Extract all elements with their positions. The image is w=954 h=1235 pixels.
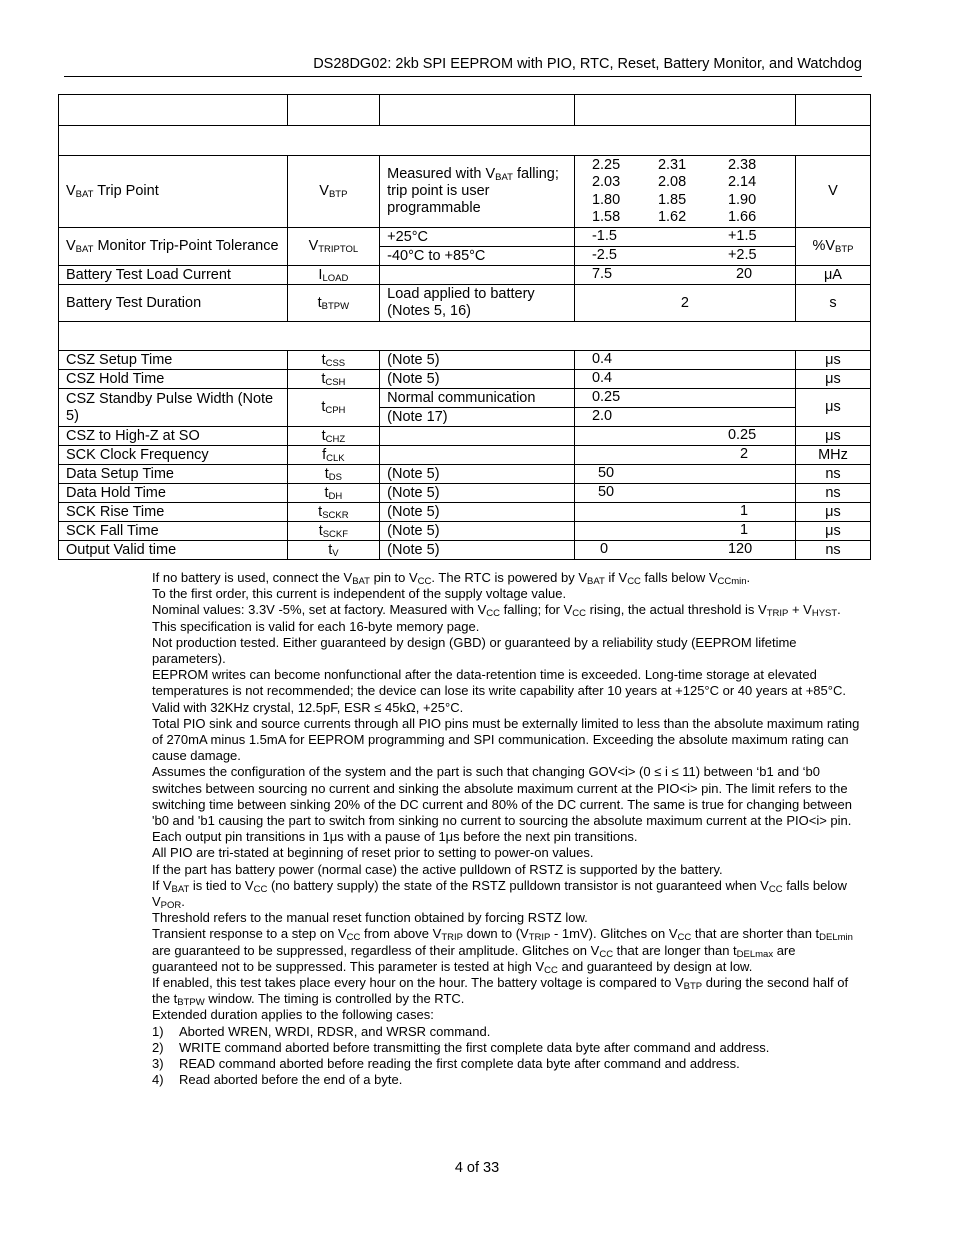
note: If enabled, this test takes place every hour on the hour. The battery voltage is compared to $V_{BTP}$ during the second half of the $t_{BTPW}$ window. The timing is controlled by the RTC. (152, 975, 849, 1009)
note: Extended duration applies to the following cases: (152, 1007, 434, 1023)
note: EEPROM writes can become nonfunctional after the data-retention time is exceeded. Long-time storage at elevated temperatures is not recommended; the device can lose its write capability after 10 years at +125°C or 40 years at +85°C. (152, 667, 846, 699)
section-row (59, 322, 871, 351)
param-cell: SCK Rise Time (59, 503, 288, 522)
param-cell: Output Valid time (59, 541, 288, 560)
list-item: 1) Aborted WREN, WRDI, RDSR, and WRSR command. (152, 1023, 491, 1039)
header-cell (287, 95, 380, 126)
values-cell: 0.25 (574, 389, 795, 408)
table-row (59, 370, 871, 389)
section-cell (59, 126, 871, 156)
note: Nominal values: 3.3V -5%, set at factory. Measured with $V_{CC}$ falling; for $V_{CC}$ rising, the actual threshold is $V_{TRIP} + V_{HYST}$. (152, 602, 841, 620)
values-cell: 2 (574, 446, 795, 465)
param-cell: CSZ to High-Z at SO (59, 427, 288, 446)
table-row (59, 266, 871, 285)
note: To the first order, this current is independent of the supply voltage value. (152, 586, 567, 602)
note: Valid with 32KHz crystal, 12.5pF, ESR ≤ 45kΩ, +25°C. (152, 699, 464, 715)
note: Transient response to a step on $V_{CC}$ from above $V_{TRIP}$ down to $(V_{TRIP} - 1mV)$. Glitches on $V_{CC}$ that are shorter than $t_{DELmin}$ are guaranteed to be suppressed, regardless of their amplitude. Glitches on $V_{CC}$ that are longer than $t_{DELmax}$ are guaranteed not to be suppressed. This parameter is tested at high $V_{CC}$ and guaranteed by design at low. (152, 926, 853, 976)
note: Assumes the configuration of the system and the part is such that changing GOV<i> (0 ≤ i ≤ 11) between ‘b1 and ‘b0 switches between sourcing no current and sinking the absolute maximum current at the PIO<i> pin. The limit refers to the switching time between sinking 20% of the DC current and 80% of the DC current. The same is true for changing between 'b0 and 'b1 causing the part to switch from sinking no current to sourcing the absolute maximum current at the PIO<i> pin. (152, 764, 852, 829)
table-header-row (59, 95, 871, 126)
note: Total PIO sink and source currents through all PIO pins must be externally limited to less than the absolute maximum rating of 270mA minus 1.5mA for EEPROM programming and SPI communication. Exceeding the absolute maximum rating can cause damage. (152, 715, 860, 764)
units-cell: V (795, 156, 870, 228)
condition-cell: Load applied to battery (Notes 5, 16) (380, 285, 575, 322)
electrical-characteristics-table (58, 94, 871, 560)
condition-cell: +25°C (380, 228, 575, 247)
symbol-cell: $t_{DH}$ (287, 484, 380, 503)
units-cell: μs (795, 522, 870, 541)
table-row (59, 503, 871, 522)
units-cell: $\%V_{BTP}$ (795, 228, 870, 266)
list-item: 2) WRITE command aborted before transmitting the first complete data byte after command and address. (152, 1039, 770, 1055)
values-cell: 0 120 (574, 541, 795, 560)
symbol-cell: $t_{SCKF}$ (287, 522, 380, 541)
section-cell (59, 322, 871, 351)
table-row (59, 156, 871, 228)
condition-cell: (Note 5) (380, 465, 575, 484)
units-cell: μs (795, 370, 870, 389)
units-cell: MHz (795, 446, 870, 465)
condition-cell: Normal communication (380, 389, 575, 408)
symbol-cell: $t_{CPH}$ (287, 389, 380, 427)
values-cell: -1.5 +1.5 (574, 228, 795, 247)
condition-cell (380, 427, 575, 446)
param-cell: SCK Clock Frequency (59, 446, 288, 465)
units-cell: μs (795, 389, 870, 427)
param-cell: Data Setup Time (59, 465, 288, 484)
condition-cell: (Note 5) (380, 351, 575, 370)
condition-cell (380, 266, 575, 285)
values-cell: 2.0 (574, 408, 795, 427)
param-cell: CSZ Setup Time (59, 351, 288, 370)
symbol-cell: $t_{DS}$ (287, 465, 380, 484)
param-cell: $V_{BAT}$ Trip Point (59, 156, 288, 228)
table-row (59, 389, 871, 408)
values-cell: 50 (574, 465, 795, 484)
symbol-cell: $t_V$ (287, 541, 380, 560)
note: If no battery is used, connect the $V_{BAT}$ pin to $V_{CC}$. The RTC is powered by $V_{BAT}$ if $V_{CC}$ falls below $V_{CCmin}$. (152, 570, 751, 587)
symbol-cell: $V_{TRIPTOL}$ (287, 228, 380, 266)
trip-point-values: 2.25 2.31 2.38 2.03 2.08 2.14 1.80 1.85 1.90 1.58 1.62 1.66 (591, 156, 757, 225)
table-row (59, 484, 871, 503)
units-cell: ns (795, 465, 870, 484)
table-row (59, 522, 871, 541)
units-cell: μs (795, 351, 870, 370)
note: This specification is valid for each 16-byte memory page. (152, 618, 480, 634)
list-item: 4) Read aborted before the end of a byte. (152, 1072, 403, 1088)
page-header: DS28DG02: 2kb SPI EEPROM with PIO, RTC, Reset, Battery Monitor, and Watchdog (313, 56, 862, 72)
symbol-cell: $t_{CSS}$ (287, 351, 380, 370)
condition-cell: (Note 17) (380, 408, 575, 427)
symbol-cell: $t_{CSH}$ (287, 370, 380, 389)
param-cell: CSZ Standby Pulse Width (Note 5) (59, 389, 288, 427)
table-row (59, 541, 871, 560)
symbol-cell: $t_{SCKR}$ (287, 503, 380, 522)
param-cell: Battery Test Load Current (59, 266, 288, 285)
symbol-cell: $f_{CLK}$ (287, 446, 380, 465)
condition-cell: (Note 5) (380, 522, 575, 541)
values-cell: 50 (574, 484, 795, 503)
table-row (59, 285, 871, 322)
param-cell: Data Hold Time (59, 484, 288, 503)
units-cell: ns (795, 484, 870, 503)
header-cell (795, 95, 870, 126)
condition-cell: -40°C to +85°C (380, 247, 575, 266)
header-cell (380, 95, 575, 126)
page-number: 4 of 33 (454, 1160, 500, 1176)
condition-cell (380, 446, 575, 465)
values-cell: 0.4 (574, 351, 795, 370)
notes-section (152, 570, 864, 1089)
units-cell: ns (795, 541, 870, 560)
note: Not production tested. Either guaranteed by design (GBD) or guaranteed by a reliability study (EEPROM lifetime parameters). (152, 634, 797, 667)
condition-cell: (Note 5) (380, 541, 575, 560)
table-row (59, 465, 871, 484)
values-cell: 2 (574, 285, 795, 322)
values-cell: 0.25 (574, 427, 795, 446)
header-cell (574, 95, 795, 126)
values-cell: 1 (574, 522, 795, 541)
values-cell (574, 156, 795, 228)
header-rule (64, 76, 862, 77)
note: Threshold refers to the manual reset function obtained by forcing RSTZ low. (152, 910, 588, 926)
values-cell: -2.5 +2.5 (574, 247, 795, 266)
units-cell: μs (795, 427, 870, 446)
param-cell: CSZ Hold Time (59, 370, 288, 389)
symbol-cell: $I_{LOAD}$ (287, 266, 380, 285)
symbol-cell: $V_{BTP}$ (287, 156, 380, 228)
units-cell: μs (795, 503, 870, 522)
note: If $V_{BAT}$ is tied to $V_{CC}$ (no battery supply) the state of the RSTZ pulldown transistor is not guaranteed when $V_{CC}$ falls below $V_{POR}$. (152, 877, 847, 912)
section-row (59, 126, 871, 156)
param-cell: Battery Test Duration (59, 285, 288, 322)
units-cell: μA (795, 266, 870, 285)
values-cell: 1 (574, 503, 795, 522)
condition-cell: (Note 5) (380, 484, 575, 503)
table-row (59, 446, 871, 465)
list-item: 3) READ command aborted before reading the first complete data byte after command and address. (152, 1056, 740, 1072)
table-row (59, 427, 871, 446)
table-row (59, 351, 871, 370)
condition-cell: (Note 5) (380, 370, 575, 389)
units-cell: s (795, 285, 870, 322)
table-row (59, 228, 871, 247)
note: Each output pin transitions in 1μs with a pause of 1μs before the next pin transitions. (152, 829, 638, 845)
symbol-cell: $t_{BTPW}$ (287, 285, 380, 322)
condition-cell: Measured with $V_{BAT}$ falling; trip point is user programmable (380, 156, 575, 228)
condition-cell: (Note 5) (380, 503, 575, 522)
values-cell: 7.5 20 (574, 266, 795, 285)
header-cell (59, 95, 288, 126)
note: All PIO are tri-stated at beginning of reset prior to setting to power-on values. (152, 845, 594, 861)
param-cell: SCK Fall Time (59, 522, 288, 541)
values-cell: 0.4 (574, 370, 795, 389)
symbol-cell: $t_{CHZ}$ (287, 427, 380, 446)
note: If the part has battery power (normal case) the active pulldown of RSTZ is supported by the battery. (152, 861, 723, 877)
param-cell: $V_{BAT}$ Monitor Trip-Point Tolerance (59, 228, 288, 266)
